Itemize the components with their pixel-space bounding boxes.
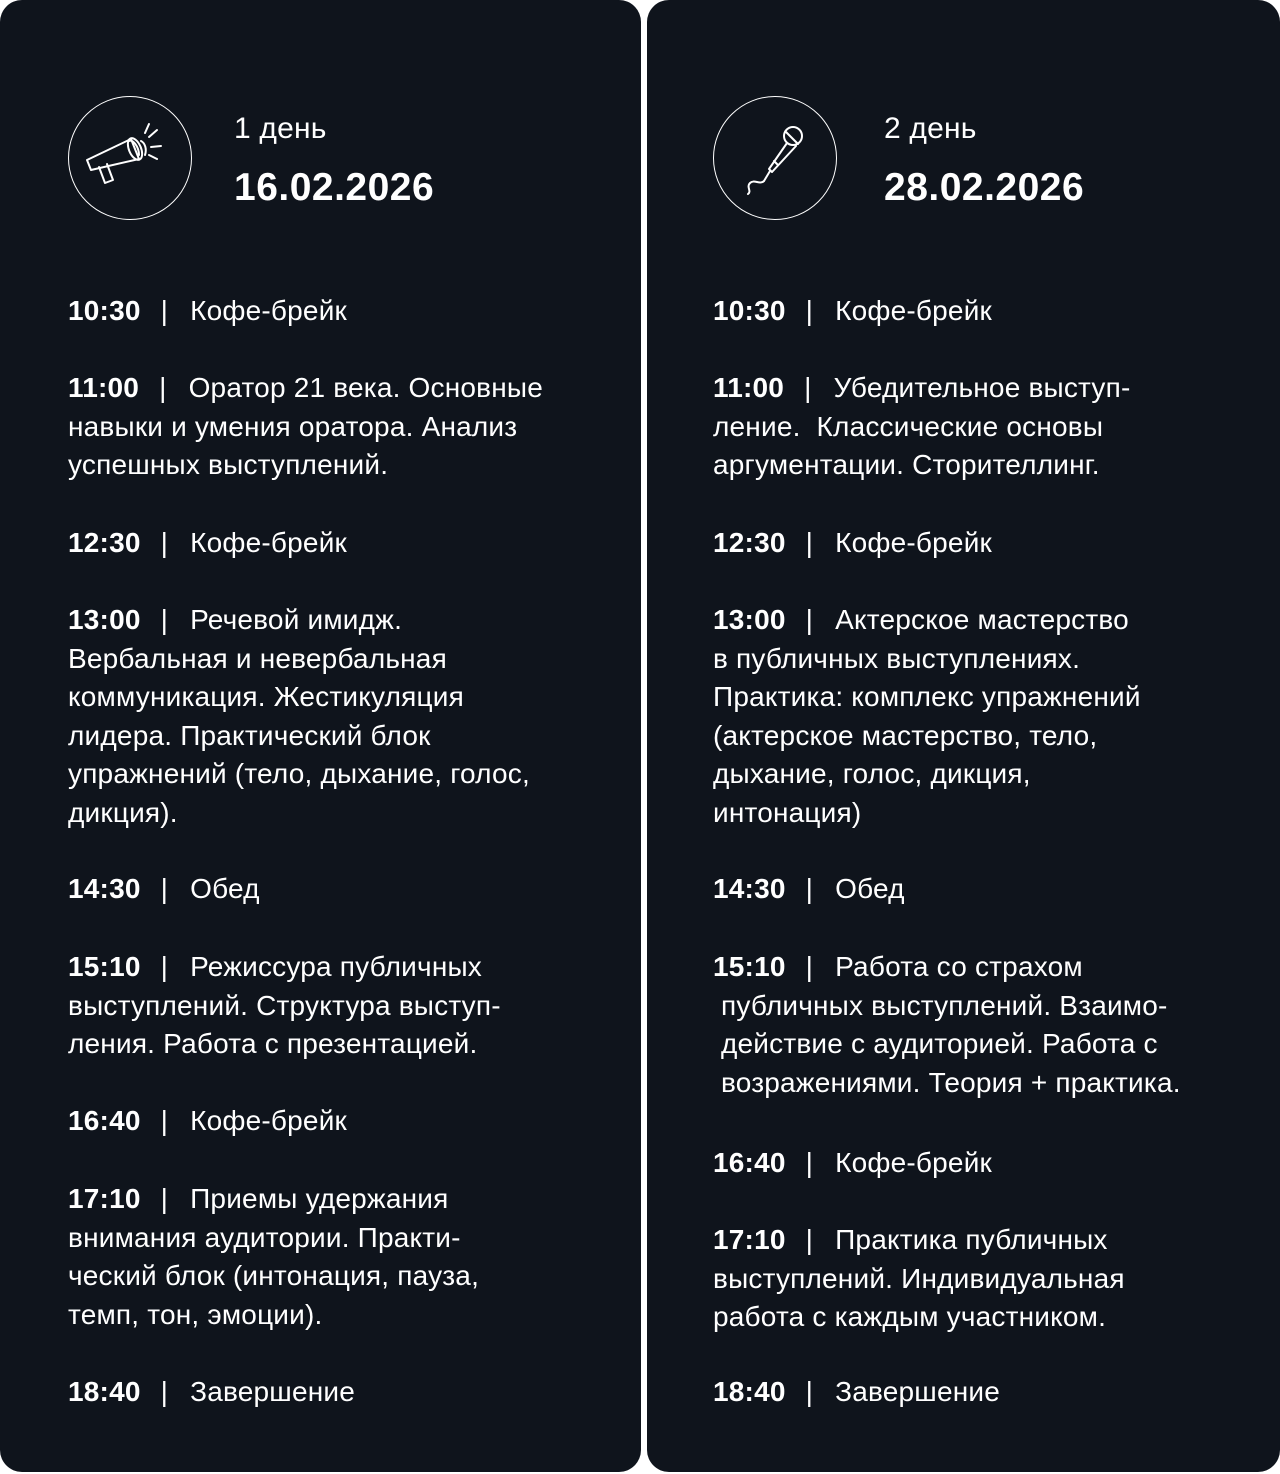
schedule-entry xyxy=(68,1180,479,1334)
entry-text: Речевой имидж. xyxy=(190,604,403,635)
entry-first-line xyxy=(68,524,347,563)
entry-first-line xyxy=(713,1221,1125,1260)
entry-text: выступлений. Структура выступ- xyxy=(68,989,501,1021)
entry-separator: | xyxy=(805,1376,814,1407)
entry-first-line xyxy=(713,601,1141,640)
entry-time: 17:10 xyxy=(713,1224,786,1255)
entry-text: Обед xyxy=(190,873,260,904)
entry-separator: | xyxy=(805,1147,814,1178)
entry-first-line xyxy=(713,524,992,563)
entry-time: 13:00 xyxy=(68,604,141,635)
entry-separator: | xyxy=(805,951,814,982)
entry-time: 15:10 xyxy=(713,951,786,982)
schedule-entry xyxy=(713,292,992,331)
schedule-entry xyxy=(68,601,530,832)
entry-separator: | xyxy=(805,1224,814,1255)
entry-time: 13:00 xyxy=(713,604,786,635)
entry-time: 12:30 xyxy=(68,527,141,558)
entry-separator: | xyxy=(805,604,814,635)
entry-first-line xyxy=(713,870,905,909)
entry-text: Кофе-брейк xyxy=(835,1147,992,1178)
entry-first-line xyxy=(68,870,260,909)
entry-text: Работа со страхом xyxy=(835,951,1083,982)
schedule-entry xyxy=(68,1373,355,1412)
entry-first-line xyxy=(713,292,992,331)
entry-text: дыхание, голос, дикция, xyxy=(713,758,1031,789)
entry-text: Убедительное выступ- xyxy=(833,372,1131,403)
entry-text: возражениями. Теория + практика. xyxy=(713,1066,1181,1098)
entry-text: упражнений (тело, дыхание, голос, xyxy=(68,758,530,789)
entry-text: Вербальная и невербальная xyxy=(68,642,447,674)
entry-text: лидера. Практический блок xyxy=(68,719,431,751)
entry-time: 18:40 xyxy=(713,1376,786,1407)
entry-text: в публичных выступлениях. xyxy=(713,642,1081,674)
entry-text: Кофе-брейк xyxy=(835,295,992,326)
entry-time: 17:10 xyxy=(68,1183,141,1214)
entry-time: 16:40 xyxy=(68,1105,141,1136)
entry-separator: | xyxy=(805,873,814,904)
entry-text: Кофе-брейк xyxy=(190,295,347,326)
entry-separator: | xyxy=(160,527,169,558)
day-date: 28.02.2026 xyxy=(884,166,1085,209)
entry-first-line xyxy=(68,1102,347,1141)
entry-time: 18:40 xyxy=(68,1376,141,1407)
entry-time: 11:00 xyxy=(68,372,140,403)
entry-text: Оратор 21 века. Основные xyxy=(188,372,544,403)
entry-text: Завершение xyxy=(190,1376,356,1407)
schedule-entry xyxy=(713,524,992,563)
entry-time: 16:40 xyxy=(713,1147,786,1178)
entry-text: Кофе-брейк xyxy=(190,527,347,558)
schedule-entry xyxy=(68,870,260,909)
entry-separator: | xyxy=(160,604,169,635)
entry-time: 15:10 xyxy=(68,951,141,982)
day-card-2 xyxy=(647,0,1280,1472)
entry-text: дикция). xyxy=(68,796,178,828)
entry-first-line xyxy=(68,1373,355,1412)
entry-text: Практика публичных xyxy=(835,1224,1108,1255)
entry-first-line xyxy=(68,948,501,987)
microphone-icon xyxy=(713,96,837,220)
entry-time: 10:30 xyxy=(713,295,786,326)
entry-text: Режиссура публичных xyxy=(190,951,483,982)
entry-text: (актерское мастерство, тело, xyxy=(713,719,1098,751)
entry-time: 12:30 xyxy=(713,527,786,558)
entry-text: Обед xyxy=(835,873,905,904)
entry-text: Кофе-брейк xyxy=(190,1105,347,1136)
entry-text: коммуникация. Жестикуляция xyxy=(68,681,464,712)
schedule-entry xyxy=(68,524,347,563)
entry-text: аргументации. Сторителлинг. xyxy=(713,449,1100,480)
entry-text: внимания аудитории. Практи- xyxy=(68,1221,461,1253)
entry-first-line xyxy=(68,369,543,408)
entry-text: Приемы удержания xyxy=(190,1183,449,1214)
entry-text: выступлений. Индивидуальная xyxy=(713,1262,1125,1294)
schedule-entry xyxy=(713,601,1141,832)
entry-first-line xyxy=(713,1373,1000,1412)
entry-separator: | xyxy=(160,1376,169,1407)
schedule-entry xyxy=(713,1221,1125,1337)
entry-first-line xyxy=(713,948,1181,987)
entry-text: темп, тон, эмоции). xyxy=(68,1298,323,1330)
entry-time: 14:30 xyxy=(713,873,786,904)
day-label: 2 день xyxy=(884,112,977,145)
schedule-entry xyxy=(68,292,347,331)
entry-first-line xyxy=(713,369,1130,408)
entry-text: действие с аудиторией. Работа с xyxy=(713,1028,1158,1059)
entry-text: Кофе-брейк xyxy=(835,527,992,558)
entry-text: работа с каждым участником. xyxy=(713,1301,1107,1332)
schedule-entry xyxy=(713,870,905,909)
entry-text: публичных выступлений. Взаимо- xyxy=(713,989,1168,1021)
schedule-entry xyxy=(713,1373,1000,1412)
entry-separator: | xyxy=(160,1105,169,1136)
entry-text: Актерское мастерство xyxy=(835,604,1129,635)
day-label: 1 день xyxy=(234,112,327,145)
entry-separator: | xyxy=(805,295,814,326)
entry-time: 11:00 xyxy=(713,372,785,403)
entry-text: навыки и умения оратора. Анализ xyxy=(68,410,518,442)
entry-separator: | xyxy=(160,295,169,326)
schedule-entry xyxy=(68,369,543,485)
schedule-entry xyxy=(713,369,1130,485)
entry-separator: | xyxy=(159,372,167,403)
entry-first-line xyxy=(68,1180,479,1219)
entry-text: ления. Работа с презентацией. xyxy=(68,1028,478,1059)
entry-separator: | xyxy=(160,951,169,982)
schedule-entry xyxy=(713,1144,992,1183)
schedule-entry xyxy=(713,948,1181,1102)
day-date: 16.02.2026 xyxy=(234,166,435,209)
schedule-entry xyxy=(68,1102,347,1141)
entry-text: Завершение xyxy=(835,1376,1001,1407)
entry-text: ческий блок (интонация, пауза, xyxy=(68,1260,480,1291)
entry-time: 10:30 xyxy=(68,295,141,326)
entry-separator: | xyxy=(804,372,812,403)
entry-time: 14:30 xyxy=(68,873,141,904)
entry-first-line xyxy=(713,1144,992,1183)
entry-separator: | xyxy=(160,873,169,904)
entry-separator: | xyxy=(805,527,814,558)
entry-text: успешных выступлений. xyxy=(68,449,389,480)
entry-text: ление. Классические основы xyxy=(713,410,1104,442)
entry-separator: | xyxy=(160,1183,169,1214)
schedule-entry xyxy=(68,948,501,1064)
entry-first-line xyxy=(68,292,347,331)
entry-text: интонация) xyxy=(713,796,862,828)
entry-first-line xyxy=(68,601,530,640)
megaphone-icon xyxy=(68,96,192,220)
entry-text: Практика: комплекс упражнений xyxy=(713,681,1141,712)
